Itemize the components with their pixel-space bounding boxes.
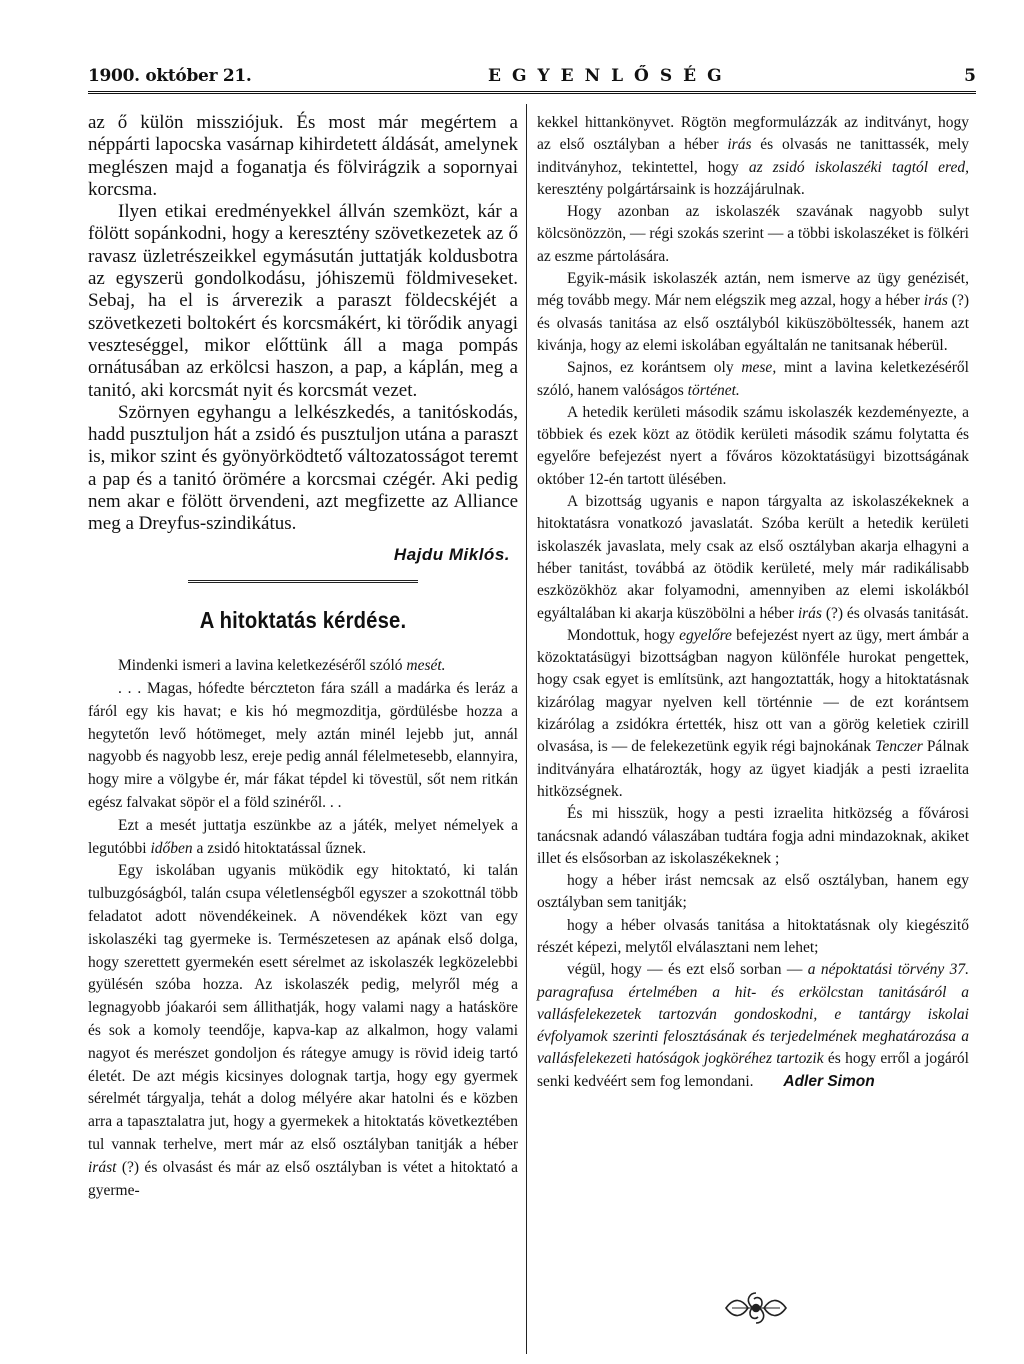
paragraph: Szörnyen egyhangu a lelkészkedés, a tanitóskodás, hadd pusztuljon hát a zsidó és pusztuljon utána a paraszt is, mikor szint és gyönyörködtető változatosságot teremt a pap és a tanitó örömére a korcsmai czégér. Aki pedig nem akar e fölött örvendeni, azt megfizette az Alliance meg a Dreyfus-szindikátus. [88,401,518,535]
author-signature: Hajdu Miklós. [393,544,510,564]
paragraph: És mi hisszük, hogy a pesti izraelita hitközség a fővárosi tanácsnak adandó válaszában tudtára fogja adni mindazoknak, akiket illet és elsősorban az iskolaszékeknek ; [537,805,969,867]
paragraph: Mindenki ismeri a lavina keletkezéséről szóló mesét. [118,657,446,675]
paragraph: Egy iskolában ugyanis müködik egy hitoktató, ki talán tulbuzgóságból, talán csupa véletlenségből egyszer a szokottnál több feladatot adott növendékeinek. A növendékek közt van egy iskolaszéki tag gyermeke is. Természetesen az apának első dolga, hogy szerettett gyermekén esett sérelmet az iskolaszék legközelebbi gyülésén szóba hozza. Az iskolaszék pedig, melyről még a legnagyobb jóakarói sem állithatják, hogy valami nagy a hatásköre és sok a komoly teendője, kapva-kap az alkalmon, hogy valami nagyot és merészet gondoljon és rátegye amugy is rövid ideig tartó életét. De azt mégis kicsinyes dolognak tartja, hogy egy gyermek sérelmét tárgyalja, tehát a dolog mélyére akar hatolni és e közben arra a tapasztalatra jut, hogy a gyermekek a hitoktatás következtében tul vannak terhelve, mert már az első osztályban tanitják a héber irást (?) és olvasást és már az első osztályban is vétet a hitoktató a gyerme- [88,862,518,1199]
paragraph: . . . Magas, hófedte bérczteton fára száll a madárka és leráz a fáról egy kis havat; e kis hó megmozditja, gördülésbe hozza a hegytetőn levő hótömeget, mely aztán minél lejebb jut, annál nagyobb és nagyobb lesz, ereje pedig annál félelmetesebb, elannyira, hogy mire a völgybe ér, már fákat tépdel ki tövestül, sőt nem ritkán egész falvakat söpör el a föld szinéről. . . [88,680,518,812]
paragraph: Ezt a mesét juttatja eszünkbe az a játék, melyet némelyek a legutóbbi időben a zsidó hitoktatással űznek. [88,816,518,857]
decorative-ornament-icon [720,1287,792,1329]
paragraph: az ő külön missziójuk. És most már megértem a néppárti lapocska vasárnap kihirdetett áldását, amelynek meglészen majd a foganatja és fölvirágzik a sopornyai korcsma. [88,112,518,200]
page-header [88,66,976,90]
column-divider [526,104,527,1354]
article-separator [188,580,418,583]
paragraph: Egyik-másik iskolaszék aztán, nem ismerve az ügy genézisét, még tovább megy. Már nem elégszik meg azzal, hogy a héber irás (?) és olvasás tanitása az első osztályból kiküszöböltessék, hanem azt kivánja, hogy az elemi iskolában egyáltalán ne tanitsanak héberül. [537,270,970,354]
right-column [537,112,969,1093]
paragraph: végül, hogy — és ezt első sorban — a népoktatási törvény 37. paragrafusa értelmében a hit- és erkölcstan tanitásáról a vallásfelekezetek tartozván gondoskodni, e tantárgy iskolai évfolyamok szerinti felosztásának és terjedelmének meghatározása a vallásfelekezeti hatóságok jogköréhez tartozik és hogy erről a jogáról senki kedvéért sem fog lemondani. Adler Simon [537,961,969,1090]
masthead: EGYENLŐSÉG [488,66,733,86]
article-title: A hitoktatás kérdése. [199,606,407,633]
paragraph: kekkel hittankönyvet. Rögtön megformulázzák az inditványt, hogy az első osztályban a héber irás és olvasás ne tanittassék, mely inditványhoz, tekintettel, hogy az zsidó iskolaszéki tagtól ered, keresztény polgártársaink is hozzájárulnak. [537,114,970,198]
paragraph: Hogy azonban az iskolaszék szavának nagyobb sulyt kölcsönözzön, — régi szokás szerint — a többi iskolaszéket is fölkéri az eszme pártolására. [537,203,969,265]
paragraph: A bizottság ugyanis e napon tárgyalta az iskolaszékeknek a hitoktatásra vonatkozó javaslatát. Szóba került a hetedik kerületi iskolaszék javaslata, mely csak az első osztályban akarja elhagyni a héber tanitást, továbbá az ötödik kerületé, mely már radikálisabb eszközökhöz akar folyamodni, amennyiben az elemi iskolákból egyáltalában ki akarja küszöbölni a héber irás (?) és olvasás tanitását. [537,493,969,622]
issue-date: 1900. október 21. [88,66,252,86]
paragraph: hogy a héber irást nemcsak az első osztályban, hanem egy osztályban sem tanitják; [537,872,969,912]
paragraph: Sajnos, ez korántsem oly mese, mint a lavina keletkezéséről szóló, hanem valóságos történet. [537,359,969,399]
paragraph: Mondottuk, hogy egyelőre befejezést nyert az ügy, mert ámbár a közoktatásügyi bizottságban nagyon különféle hurokat pengettek, hogy csak egyet is említsünk, azt hangoztatták, hogy a hitoktatásnak kizárólag magyar nyelven kell történnie — de ezt korántsem kizárólag a zsidókra értették, hisz ott van a görög keletiek czirill olvasása, is — de felekezetünk egyik régi bajnokának Tenczer Pálnak inditványára elhatározták, hogy az ügyet kiadják a pesti izraelita hitközségnek. [537,626,969,800]
page-number: 5 [964,66,976,86]
paragraph: Ilyen etikai eredményekkel állván szemközt, kár a fölött sopánkodni, hogy a keresztény szövetkezetek az ő ravasz üzletrészeikkel egymásután juttatják koldusbotra az egyszerü gondolkodásu, jóhiszemü földmiveseket. Sebaj, ha el is árverezik a paraszt földecskéjét a szövetkezeti boltokért és korcsmákért, ki törődik anyagi veszteséggel, mikor előttünk áll a maga pompás ornátusában az erkölcsi haszon, a pap, a káplán, meg a tanitó, aki korcsmát nyit és korcsmát vezet. [88,201,518,401]
left-column [88,112,518,1202]
author-signature: Adler Simon [783,1072,875,1090]
header-rule [88,91,976,94]
paragraph: A hetedik kerületi második számu iskolaszék kezdeményezte, a többiek és ezek közt az ötödik kerületi második számu folytatta és egyelőre befejezést nyert a főváros közoktatásügyi bizottságának október 12-én tartott ülésében. [537,403,969,488]
paragraph: hogy a héber olvasás tanitása a hitoktatásnak oly kiegészitő részét képezi, melytől elválasztani nem lehet; [537,916,969,956]
